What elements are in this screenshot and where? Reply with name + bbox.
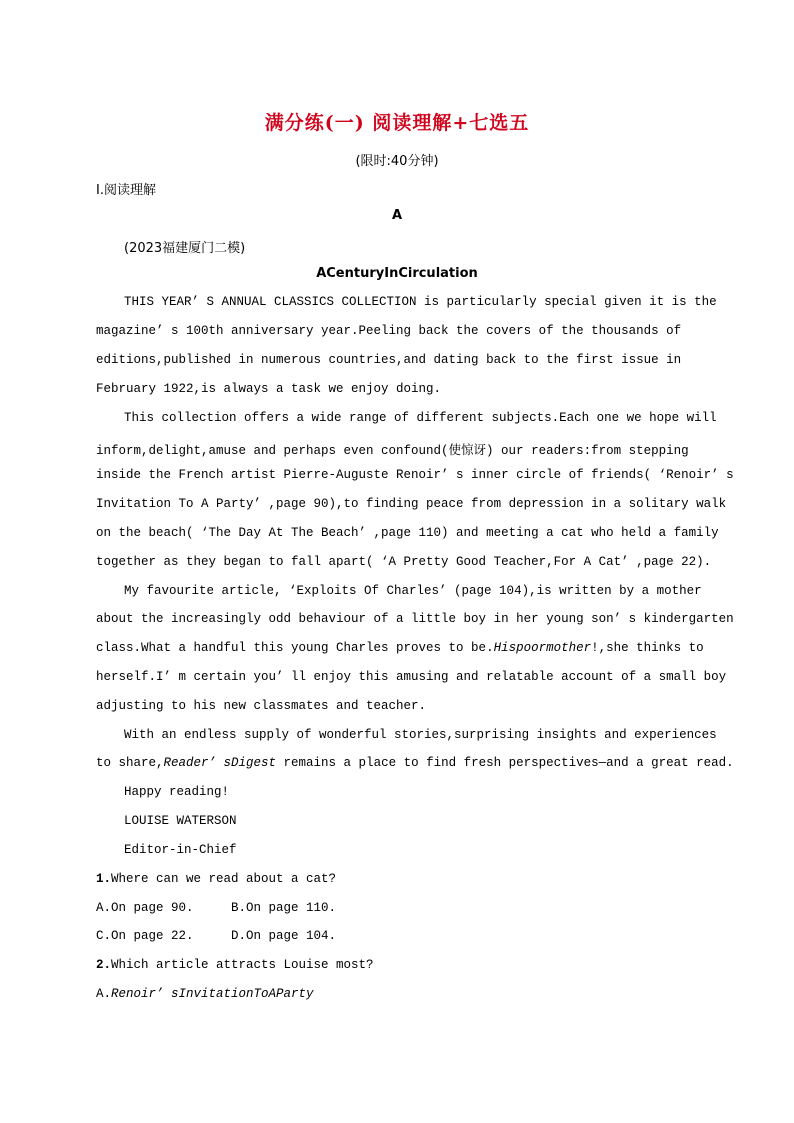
passage-label: A <box>391 208 403 223</box>
paragraph-line: This collection offers a wide range of different subjects.Each one we hope will <box>124 411 717 425</box>
question-option-a <box>96 987 314 1001</box>
paragraph-line <box>96 756 734 770</box>
question-stem: Where can we read about a cat? <box>111 872 337 886</box>
closing-line: Happy reading! <box>124 785 230 799</box>
section-heading: Ⅰ.阅读理解 <box>96 183 156 198</box>
paragraph-line <box>96 641 704 655</box>
paragraph-line: With an endless supply of wonderful stories,surprising insights and experiences <box>124 728 717 742</box>
paragraph-line: THIS YEAR’ S ANNUAL CLASSICS COLLECTION is particularly special given it is the <box>124 295 717 309</box>
paragraph-line: adjusting to his new classmates and teacher. <box>96 699 427 713</box>
page-title: 满分练(一) 阅读理解+七选五 <box>264 112 530 134</box>
question-number: 1. <box>96 872 112 886</box>
question-2 <box>96 958 374 972</box>
paragraph-line: editions,published in numerous countries,and dating back to the first issue in <box>96 353 682 367</box>
question-options: A.On page 90. B.On page 110. <box>96 901 337 915</box>
italic-quote: Hispoormother <box>493 641 592 655</box>
paragraph-line: together as they began to fall apart( ‘A Pretty Good Teacher,For A Cat’ ,page 22). <box>96 555 712 569</box>
passage-source: (2023福建厦门二模) <box>124 241 246 256</box>
paragraph-line: on the beach( ‘The Day At The Beach’ ,page 110) and meeting a cat who held a family <box>96 526 719 540</box>
question-stem: Which article attracts Louise most? <box>111 958 374 972</box>
question-number: 2. <box>96 958 112 972</box>
paragraph-line: herself.I’ m certain you’ ll enjoy this amusing and relatable account of a small boy <box>96 670 727 684</box>
line-text: class.What a handful this young Charles proves to be. <box>96 641 494 655</box>
article-title: ACenturyInCirculation <box>316 266 478 281</box>
option-text: Renoir’ sInvitationToAParty <box>111 987 314 1001</box>
option-prefix: A. <box>96 987 112 1001</box>
paragraph-line: magazine’ s 100th anniversary year.Peeling back the covers of the thousands of <box>96 324 682 338</box>
paragraph-line: February 1922,is always a task we enjoy doing. <box>96 382 442 396</box>
paragraph-line: inside the French artist Pierre-Auguste Renoir’ s inner circle of friends( ‘Renoir’ s <box>96 468 734 482</box>
magazine-name: Reader’ sDigest <box>163 756 277 770</box>
time-limit: (限时:40分钟) <box>355 154 439 169</box>
signature-name: LOUISE WATERSON <box>124 814 237 828</box>
line-text: to share, <box>96 756 164 770</box>
signature-role: Editor-in-Chief <box>124 843 237 857</box>
paragraph-line: Invitation To A Party’ ,page 90),to finding peace from depression in a solitary walk <box>96 497 727 511</box>
question-options: C.On page 22. D.On page 104. <box>96 929 337 943</box>
line-text: remains a place to find fresh perspectives—and a great read. <box>276 756 734 770</box>
paragraph-line: My favourite article, ‘Exploits Of Charles’ (page 104),is written by a mother <box>124 584 702 598</box>
question-1 <box>96 872 336 886</box>
paragraph-line: inform,delight,amuse and perhaps even confound(使惊讶) our readers:from stepping <box>96 444 689 458</box>
line-text: !,she thinks to <box>591 641 704 655</box>
paragraph-line: about the increasingly odd behaviour of a little boy in her young son’ s kindergarten <box>96 612 734 626</box>
